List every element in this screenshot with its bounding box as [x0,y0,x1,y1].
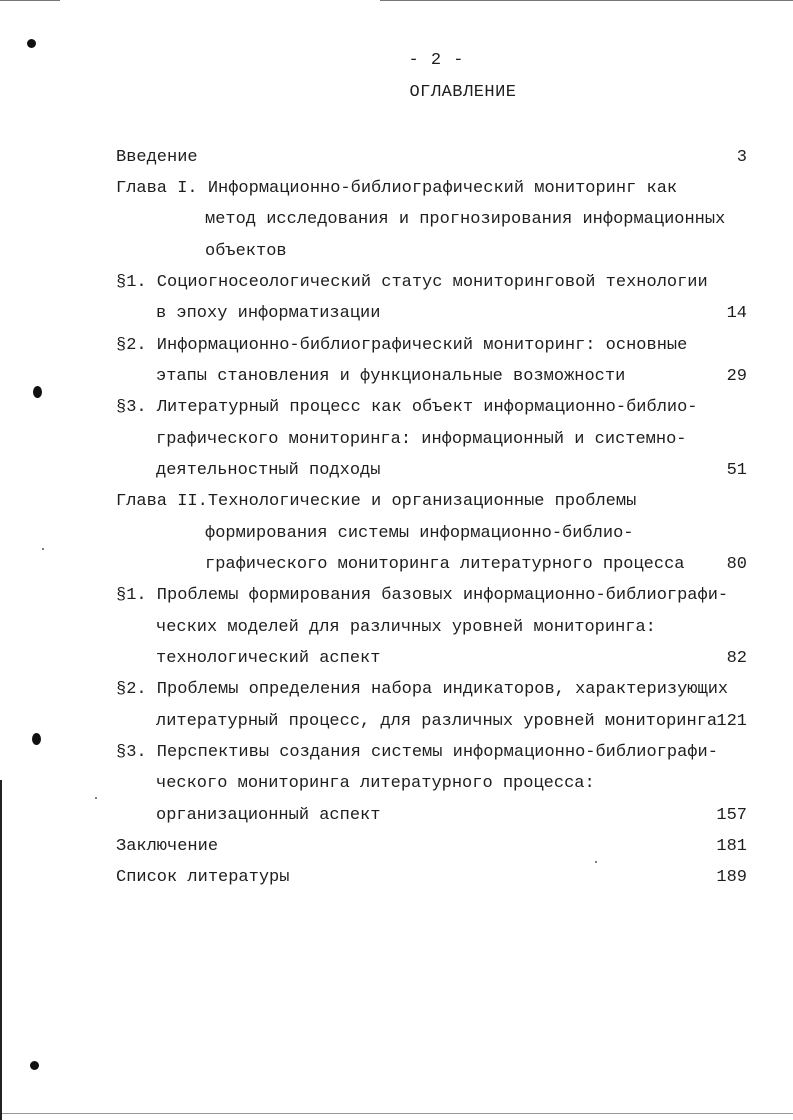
toc-entry-references: Список литературы [116,868,290,887]
toc-section-2-1-line: §1. Проблемы формирования базовых информационно-библиографи- [116,586,729,605]
toc-page-section-2-1: 82 [726,649,747,668]
scan-left-edge [0,780,2,1120]
scan-speck [595,861,597,863]
toc-chapter-2-line: Глава II.Технологические и организационные проблемы [116,492,637,511]
toc-section-1-3-line: графического мониторинга: информационный и системно- [156,430,687,449]
toc-entry-conclusion: Заключение [116,837,219,856]
toc-page-section-1-2: 29 [726,367,747,386]
toc-page-chapter-2: 80 [726,555,747,574]
punch-hole-mark [30,1061,39,1070]
toc-section-1-2-line: этапы становления и функциональные возможности [156,367,626,386]
toc-page-references: 189 [716,868,747,887]
scan-edge-line [380,0,793,1]
toc-chapter-1-line: метод исследования и прогнозирования информационных [205,210,726,229]
scan-speck [95,797,97,799]
toc-section-1-1-line: в эпоху информатизации [156,304,381,323]
page-title: ОГЛАВЛЕНИЕ [409,83,517,102]
punch-hole-mark [32,733,41,745]
toc-page-section-2-3: 157 [716,806,747,825]
toc-page-section-1-3: 51 [726,461,747,480]
toc-section-1-2-line: §2. Информационно-библиографический мониторинг: основные [116,336,688,355]
toc-section-2-2-line: §2. Проблемы определения набора индикаторов, характеризующих [116,680,729,699]
toc-page-section-1-1: 14 [726,304,747,323]
toc-section-2-1-line: ческих моделей для различных уровней мониторинга: [156,618,656,637]
scan-speck [42,548,44,550]
toc-section-1-1-line: §1. Социогносеологический статус мониторинговой технологии [116,273,708,292]
toc-section-2-3-line: организационный аспект [156,806,381,825]
toc-section-1-3-line: деятельностный подходы [156,461,381,480]
toc-chapter-2-line: графического мониторинга литературного процесса [205,555,685,574]
toc-section-2-3-line: §3. Перспективы создания системы информационно-библиографи- [116,743,718,762]
toc-chapter-2-line: формирования системы информационно-библио- [205,524,634,543]
toc-section-2-3-line: ческого мониторинга литературного процесса: [156,774,595,793]
toc-section-2-1-line: технологический аспект [156,649,381,668]
toc-page-intro: 3 [736,148,747,167]
toc-section-1-3-line: §3. Литературный процесс как объект информационно-библио- [116,398,698,417]
toc-chapter-1-line: Глава I. Информационно-библиографический мониторинг как [116,179,678,198]
toc-chapter-1-line: объектов [205,242,287,261]
toc-page-conclusion: 181 [716,837,747,856]
scan-edge-line [0,0,60,1]
toc-page-section-2-2: 121 [716,712,747,731]
page-number: - 2 - [408,51,465,70]
scan-edge-line [0,1113,793,1114]
punch-hole-mark [27,39,36,48]
toc-entry-intro: Введение [116,148,198,167]
punch-hole-mark [33,386,42,398]
toc-section-2-2-line: литературный процесс, для различных уровней мониторинга [156,712,718,731]
